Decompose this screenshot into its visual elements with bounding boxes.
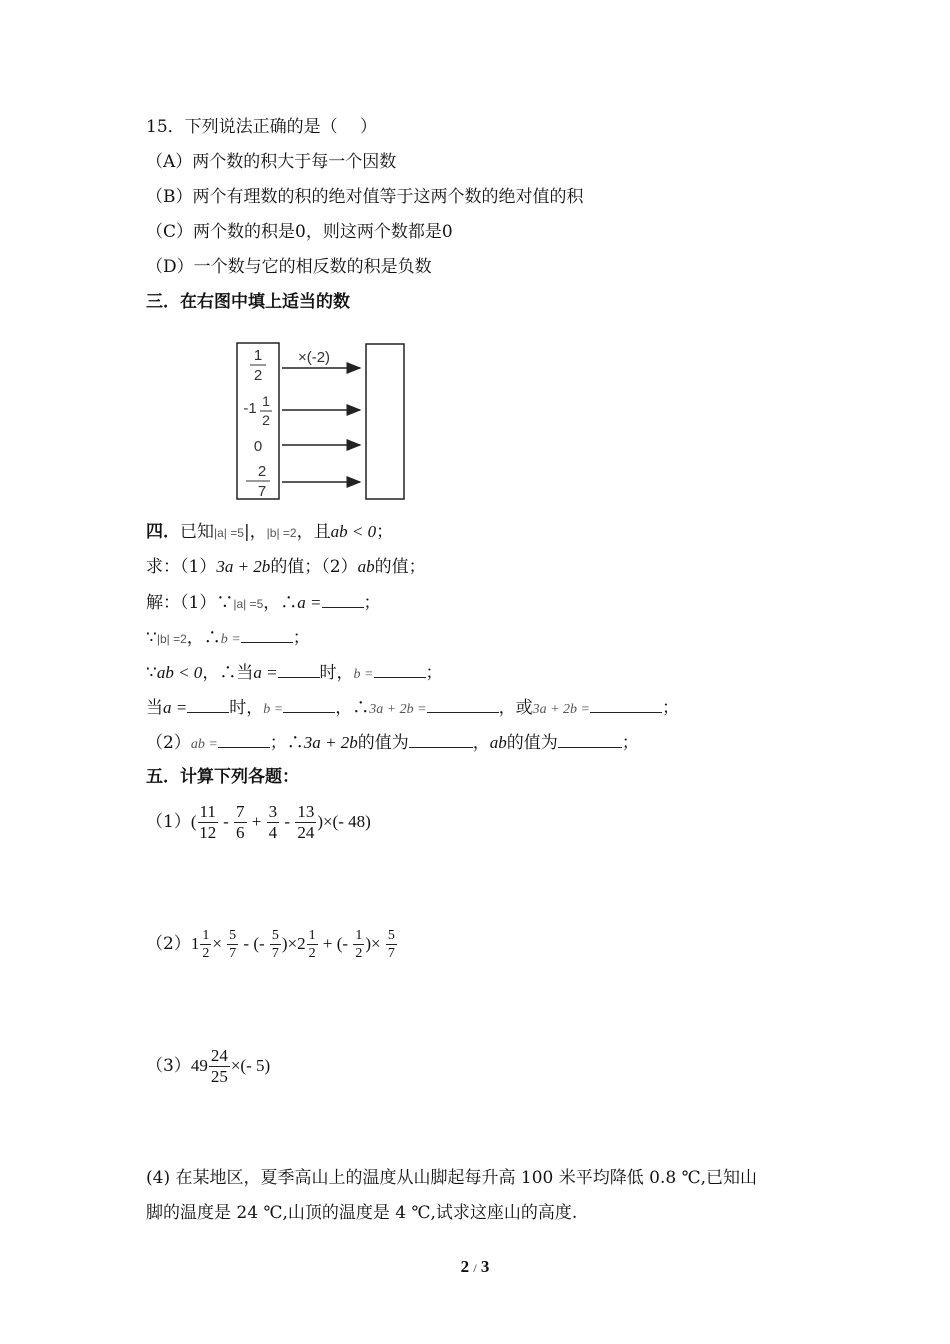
- blank-b[interactable]: [241, 626, 293, 643]
- input-zero: 0: [253, 438, 263, 455]
- solution-line-3: ∵ab < 0，∴当a = 时，b = ；: [146, 663, 443, 683]
- multiply-diagram: [234, 340, 414, 504]
- part-2-label: （2）: [146, 733, 191, 753]
- svg-text:2: 2: [253, 367, 263, 384]
- q15-option-d: （D）一个数与它的相反数的积是负数: [146, 257, 432, 277]
- input-one-half: [250, 347, 266, 384]
- svg-text:2: 2: [262, 412, 270, 428]
- svg-text:7: 7: [257, 483, 267, 500]
- q15-option-b: （B）两个有理数的积的绝对值等于这两个数的绝对值的积: [146, 187, 584, 207]
- blank-case-a[interactable]: [278, 661, 320, 678]
- section-4-label: 四．: [146, 522, 180, 542]
- problem-2-label: （2）: [146, 934, 191, 954]
- q15-option-c: （C）两个数的积是0，则这两个数都是0: [146, 222, 453, 242]
- problem-4-line-2: 脚的温度是 24 ℃,山顶的温度是 4 ℃,试求这座山的高度.: [146, 1203, 578, 1223]
- section-3-title: 三．在右图中填上适当的数: [146, 292, 350, 312]
- section-4-ask: [146, 556, 426, 578]
- problem-1: （1）( $\frac{11}{12}$ - $\frac{7}{6}$ + $\frac{3}{4}$ - $\frac{13}{24}$ )×(- 48): [146, 802, 371, 842]
- svg-text:-1: -1: [243, 400, 257, 417]
- current-page: 2: [460, 1257, 470, 1276]
- blank-value-2[interactable]: [590, 696, 662, 713]
- blank-ab-value[interactable]: [558, 731, 622, 748]
- page-separator: /: [473, 1261, 477, 1275]
- ask-pre: 求：（1）: [146, 557, 217, 577]
- operator-label: ×(-2): [297, 349, 331, 366]
- input-neg-one-and-half: [243, 393, 272, 428]
- blank-a[interactable]: [322, 591, 364, 608]
- blank-case2-a[interactable]: [187, 696, 229, 713]
- blank-value-1[interactable]: [427, 696, 499, 713]
- abs-b: |b| =2: [266, 526, 297, 540]
- solution-pre: 解：（1）: [146, 593, 217, 613]
- solution-line-1: 解：（1）∵|a| =5，∴a = ；: [146, 593, 381, 613]
- q15-stem: 15．下列说法正确的是（ ）: [146, 117, 378, 137]
- problem-3: （3）49 $\frac{24}{25}$ ×(- 5): [146, 1046, 271, 1086]
- condition: ab < 0: [330, 522, 377, 541]
- ask-end: 的值；: [374, 557, 426, 577]
- problem-3-tail: ×(- 5): [230, 1056, 271, 1075]
- blank-case2-b[interactable]: [283, 696, 335, 713]
- problem-4-line-1: (4) 在某地区，夏季高山上的温度从山脚起每升高 100 米平均降低 0.8 ℃,已知山: [146, 1168, 758, 1188]
- total-pages: 3: [480, 1257, 490, 1276]
- output-box: [366, 344, 404, 499]
- svg-text:1: 1: [253, 347, 263, 364]
- input-neg-two-sevenths: [246, 463, 270, 500]
- svg-text:1: 1: [262, 393, 270, 409]
- input-values: [243, 347, 272, 500]
- abs-a: |a| =5: [214, 526, 244, 540]
- solution-line-5: （2）ab = ；∴3a + 2b的值为 ，ab的值为 ；: [146, 733, 639, 753]
- solution-line-4: 当a = 时，b = ，∴3a + 2b = ，或3a + 2b = ；: [146, 698, 679, 718]
- blank-case-b[interactable]: [374, 661, 426, 678]
- q15-option-a: （A）两个数的积大于每一个因数: [146, 152, 397, 172]
- blank-ab[interactable]: [218, 731, 270, 748]
- solution-line-2: ∵|b| =2，∴b = ；: [146, 628, 310, 648]
- problem-1-label: （1）: [146, 812, 191, 832]
- problem-2: （2）1 $\frac{1}{2}$ × $\frac{5}{7}$ - (- $\frac{5}{7}$ )×2 $\frac{1}{2}$ + (- $\frac{1}{2}$ )× $\frac{5}{7}$: [146, 928, 395, 961]
- expr-1: 3a + 2b: [216, 557, 271, 576]
- given-text: 已知: [180, 522, 214, 542]
- page-number: [0, 1257, 950, 1277]
- expr-2: ab: [357, 557, 375, 576]
- problem-1-tail: )×(- 48): [317, 812, 371, 831]
- section-5-title: 五．计算下列各题：: [146, 767, 299, 787]
- cond-pre: ，且: [296, 522, 331, 542]
- problem-3-label: （3）: [146, 1056, 191, 1076]
- ask-mid: 的值；（2）: [270, 557, 358, 577]
- blank-expr1-value[interactable]: [409, 731, 473, 748]
- section-4-given: 四．已知|a| =5|，|b| =2，且ab < 0；: [146, 522, 394, 542]
- svg-text:2: 2: [257, 463, 267, 480]
